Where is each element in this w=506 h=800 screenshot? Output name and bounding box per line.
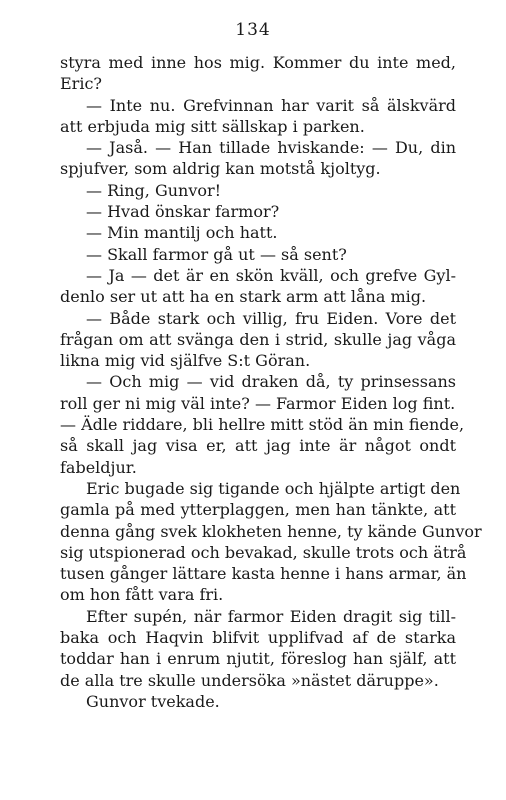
text-line: Eric bugade sig tigande och hjälpte artigt den: [86, 478, 461, 498]
text-line: styra med inne hos mig. Kommer du inte med,: [60, 53, 456, 72]
text-line: — Inte nu. Grefvinnan har varit så älskvärd: [86, 95, 456, 115]
text-line: — Skall farmor gå ut — så sent?: [86, 244, 347, 264]
text-line: de alla tre skulle undersöka »nästet däruppe».: [60, 670, 439, 690]
text-line: att erbjuda mig sitt sällskap i parken.: [60, 116, 365, 136]
text-line: — Både stark och villig, fru Eiden. Vore det: [86, 308, 456, 328]
body-text: [60, 52, 482, 712]
text-line: toddar han i enrum njutit, föreslog han själf, att: [60, 649, 456, 669]
text-line: spjufver, som aldrig kan motstå kjoltyg.: [60, 159, 381, 179]
text-line: baka och Haqvin blifvit upplifvad af de starka: [60, 628, 456, 648]
text-line: — Hvad önskar farmor?: [86, 202, 280, 222]
text-line: tusen gånger lättare kasta henne i hans armar, än: [60, 564, 467, 584]
text-line: — Och mig — vid draken då, ty prinsessans: [86, 372, 456, 392]
text-line: — Min mantilj och hatt.: [86, 223, 278, 243]
text-line: fabeldjur.: [60, 457, 137, 477]
page-number: 134: [235, 20, 271, 40]
text-line: denlo ser ut att ha en stark arm att låna mig.: [60, 287, 427, 307]
text-line: roll ger ni mig väl inte? — Farmor Eiden log fint.: [60, 393, 456, 413]
text-line: — Ring, Gunvor!: [86, 180, 222, 200]
text-line: frågan om att svänga den i strid, skulle jag våga: [60, 329, 456, 349]
text-line: likna mig vid själfve S:t Göran.: [60, 351, 311, 371]
text-line: — Ja — det är en skön kväll, och grefve Gyl-: [86, 265, 456, 285]
text-line: Gunvor tvekade.: [86, 691, 220, 711]
text-line: gamla på med ytterplaggen, men han tänkte, att: [60, 500, 456, 520]
text-line: Efter supén, när farmor Eiden dragit sig till-: [86, 606, 456, 626]
text-line: denna gång svek klokheten henne, ty kände Gunvor: [60, 521, 482, 541]
text-line: så skall jag visa er, att jag inte är något ondt: [60, 436, 456, 456]
text-line: Eric?: [60, 74, 102, 94]
text-line: om hon fått vara fri.: [60, 585, 224, 605]
text-line: sig utspionerad och bevakad, skulle trots och ätrå: [60, 542, 467, 562]
text-line: — Jaså. — Han tillade hviskande: — Du, din: [86, 138, 456, 158]
text-line: — Ädle riddare, bli hellre mitt stöd än min fiende,: [60, 415, 465, 435]
